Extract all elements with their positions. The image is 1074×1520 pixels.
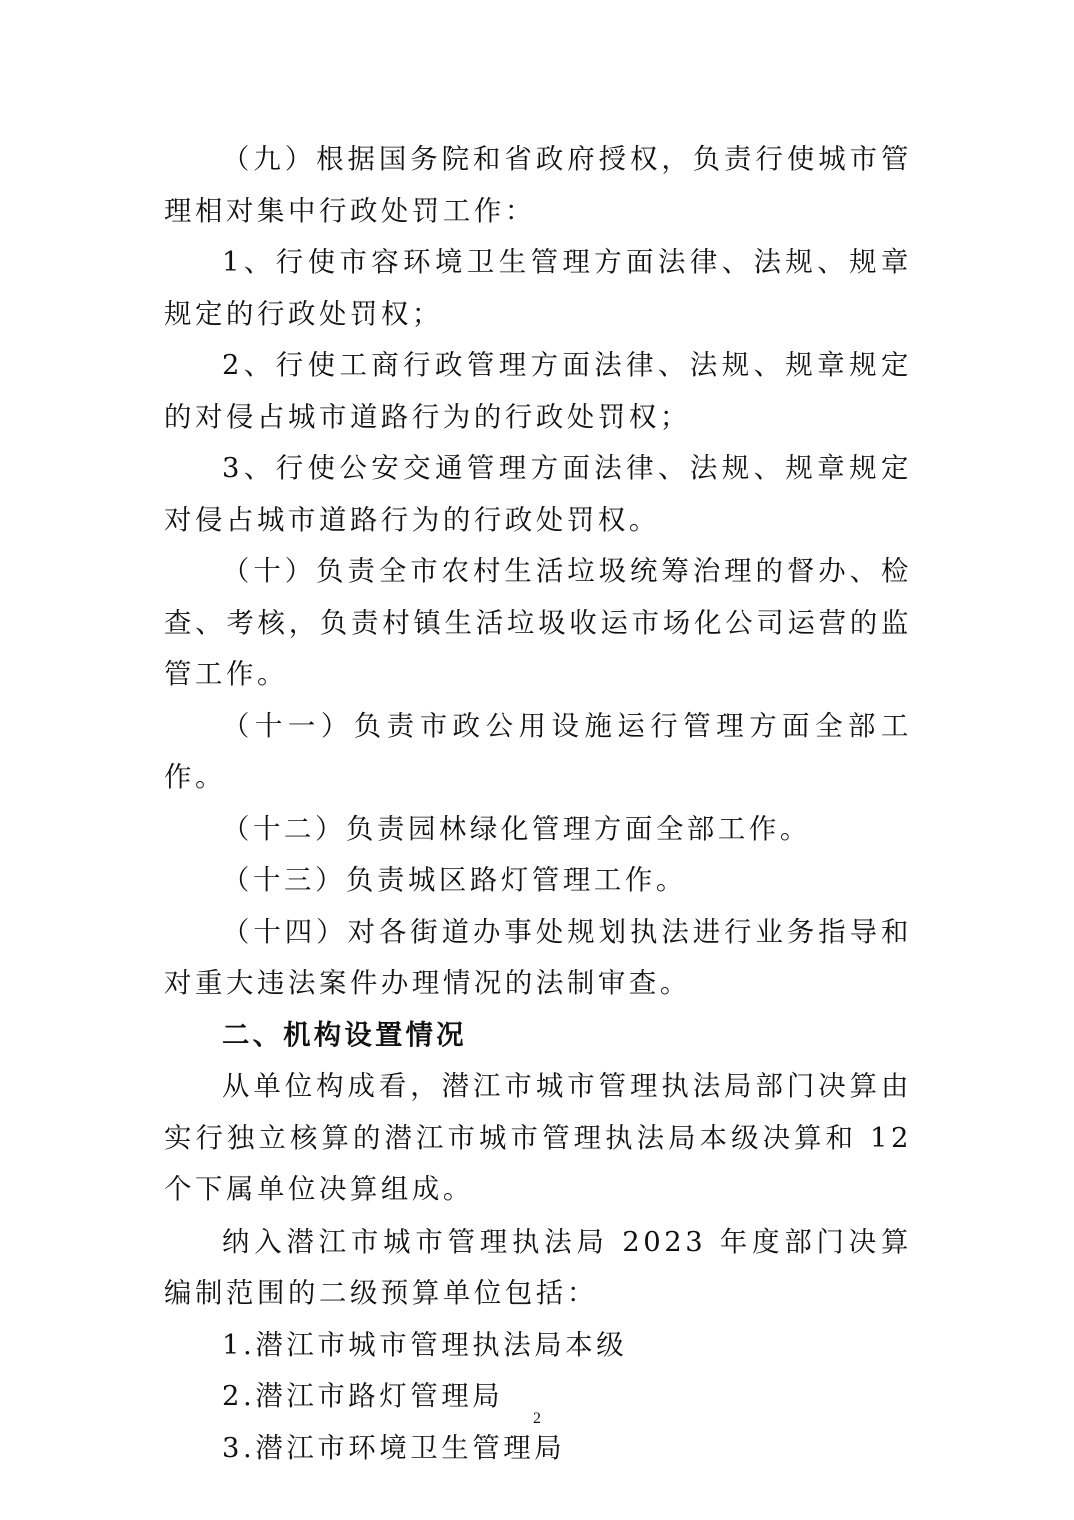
page-number: 2 [533,1410,541,1427]
unit-composition-paragraph: 从单位构成看，潜江市城市管理执法局部门决算由实行独立核算的潜江市城市管理执法局本级决算和 12 个下属单位决算组成。 [164,1071,912,1205]
document-body [164,134,912,1474]
budget-scope-paragraph: 纳入潜江市城市管理执法局 2023 年度部门决算编制范围的二级预算单位包括： [164,1226,912,1309]
paragraph-item-9-2: 2、行使工商行政管理方面法律、法规、规章规定的对侵占城市道路行为的行政处罚权； [164,350,912,433]
unit-list-item: 2.潜江市路灯管理局 [222,1381,504,1412]
paragraph-item-9-1: 1、行使市容环境卫生管理方面法律、法规、规章规定的行政处罚权； [164,247,912,330]
paragraph-item-13: （十三）负责城区路灯管理工作。 [222,865,687,896]
paragraph-item-14: （十四）对各街道办事处规划执法进行业务指导和对重大违法案件办理情况的法制审查。 [164,916,912,999]
paragraph-item-11: （十一）负责市政公用设施运行管理方面全部工作。 [164,710,912,793]
section-heading: 二、机构设置情况 [222,1019,467,1051]
paragraph-item-10: （十）负责全市农村生活垃圾统筹治理的督办、检查、考核，负责村镇生活垃圾收运市场化公司运营的监管工作。 [164,556,912,690]
paragraph-item-12: （十二）负责园林绿化管理方面全部工作。 [222,813,811,845]
paragraph-item-9: （九）根据国务院和省政府授权，负责行使城市管理相对集中行政处罚工作： [164,144,912,227]
paragraph-item-9-3: 3、行使公安交通管理方面法律、法规、规章规定对侵占城市道路行为的行政处罚权。 [164,453,912,536]
unit-list-item: 1.潜江市城市管理执法局本级 [222,1329,628,1361]
unit-list-item: 3.潜江市环境卫生管理局 [222,1432,566,1464]
